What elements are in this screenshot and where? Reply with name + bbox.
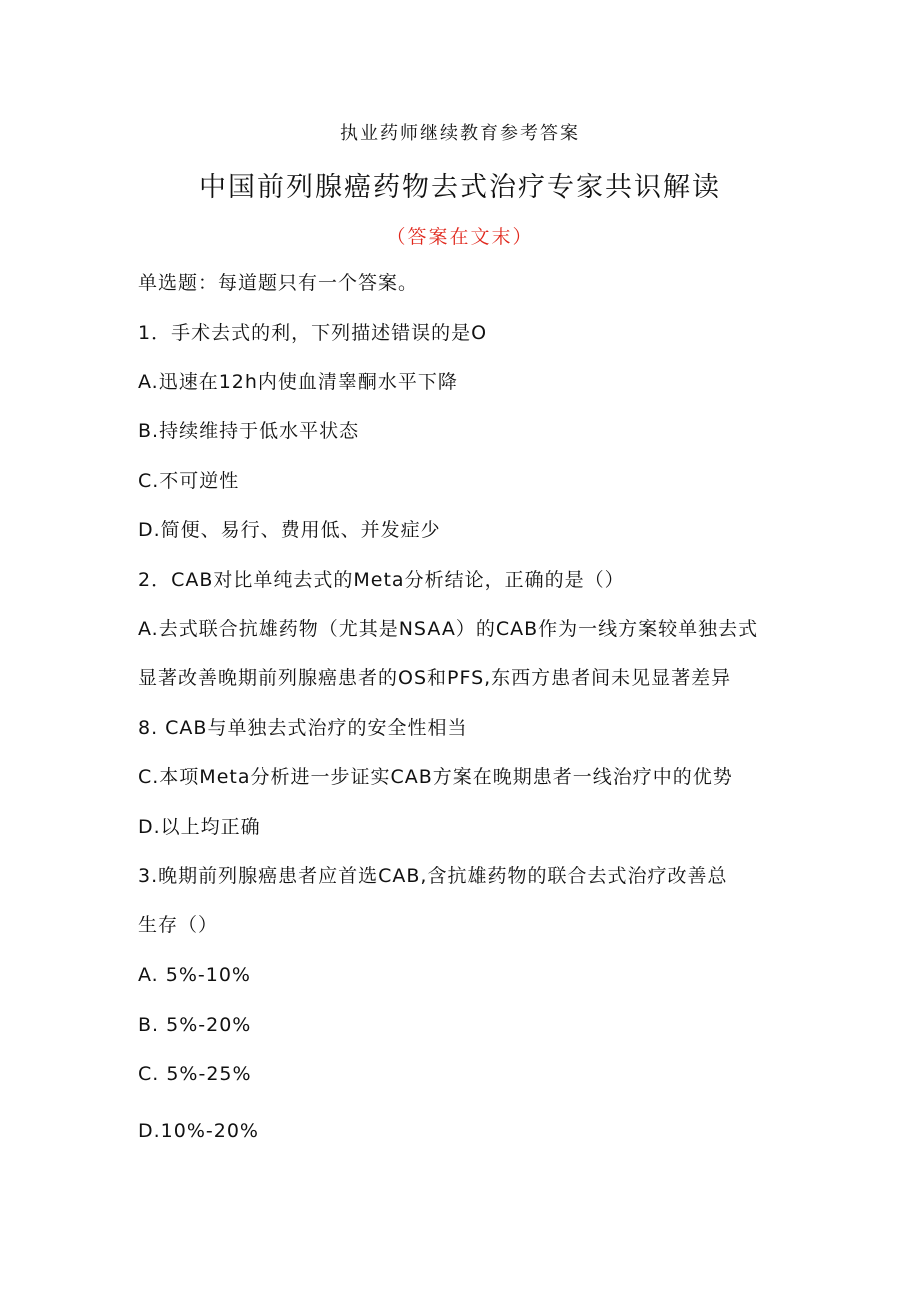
q1-option-d: D.简便、易行、费用低、并发症少: [138, 519, 441, 541]
q2-option-c: C.本项Meta分析进一步证实CAB方案在晚期患者一线治疗中的优势: [138, 766, 733, 788]
q3-option-a: A. 5%-10%: [138, 964, 251, 986]
instructions: 单选题：每道题只有一个答案。: [138, 272, 419, 294]
q1-option-c: C.不可逆性: [138, 470, 240, 492]
question-3: 3.晚期前列腺癌患者应首选CAB,含抗雄药物的联合去式治疗改善总: [138, 865, 728, 887]
q3-option-c: C. 5%-25%: [138, 1063, 252, 1085]
question-1: 1．手术去式的利，下列描述错误的是O: [138, 322, 488, 344]
question-2: 2．CAB对比单纯去式的Meta分析结论，正确的是（）: [138, 569, 625, 591]
q1-option-a: A.迅速在12h内使血清睾酮水平下降: [138, 371, 458, 393]
q3-option-d: D.10%-20%: [138, 1120, 259, 1142]
q2-option-a-continued: 显著改善晚期前列腺癌患者的OS和PFS,东西方患者间未见显著差异: [138, 667, 732, 689]
document-title: 中国前列腺癌药物去式治疗专家共识解读: [199, 172, 721, 203]
q1-option-b: B.持续维持于低水平状态: [138, 420, 360, 442]
q3-option-b: B. 5%-20%: [138, 1014, 252, 1036]
question-3-continued: 生存（）: [138, 914, 219, 936]
document-header: 执业药师继续教育参考答案: [340, 123, 580, 144]
q2-option-d: D.以上均正确: [138, 816, 261, 838]
q2-option-a: A.去式联合抗雄药物（尤其是NSAA）的CAB作为一线方案较单独去式: [138, 618, 759, 640]
answer-note: （答案在文末）: [386, 226, 534, 248]
q2-option-b: 8. CAB与单独去式治疗的安全性相当: [138, 717, 468, 739]
